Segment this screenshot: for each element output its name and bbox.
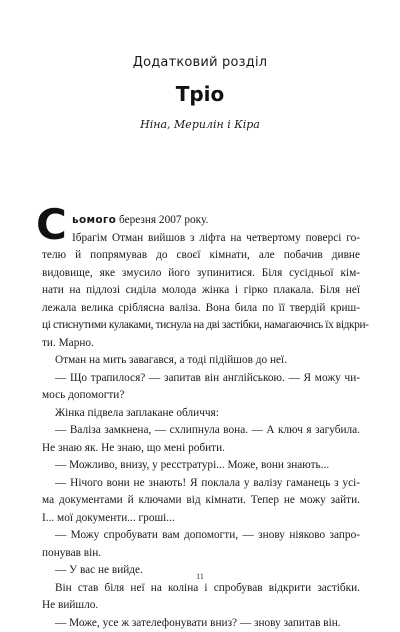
- chapter-subtitle: Ніна, Мерилін і Кіра: [0, 118, 400, 131]
- text-line: — Можу спробувати вам допомогти, — знову ніяково запро-: [42, 527, 360, 545]
- text-line: [42, 212, 360, 230]
- page-number: 11: [0, 572, 400, 581]
- text-line: ти. Марно.: [42, 335, 360, 353]
- lead-word: ьомого: [72, 214, 116, 226]
- text-line: — У вас не вийде.: [42, 562, 360, 580]
- text-line: лежала велика сріблясна валіза. Вона била по її твердій криш-: [42, 300, 360, 318]
- text-line: Ібрагім Отман вийшов з ліфта на четвертому поверсі го-: [42, 230, 360, 248]
- text-line: Отман на мить завагався, а тоді підійшов до неї.: [42, 352, 360, 370]
- section-label: Додатковий розділ: [0, 55, 400, 70]
- text-line: ма документами й ключами від кімнати. Тепер не можу зайти.: [42, 492, 360, 510]
- text-line: видовище, яке змусило його зупинитися. Біля сусідньої кім-: [42, 265, 360, 283]
- text-line: І... мої документи... гроші...: [42, 510, 360, 528]
- text-line: понував він.: [42, 545, 360, 563]
- text-line: — Можливо, внизу, у ресстратурі... Може, вони знають...: [42, 457, 360, 475]
- text-line-content: березня 2007 року.: [116, 214, 208, 226]
- text-line: — Валіза замкнена, — схлипнула вона. — А ключ я загубила.: [42, 422, 360, 440]
- text-line: Він став біля неї на коліна і спробував відкрити застібки.: [42, 580, 360, 598]
- text-line: — Може, усе ж зателефонувати вниз? — знову запитав він.: [42, 615, 360, 632]
- chapter-title: Тріо: [0, 82, 400, 106]
- text-line: Жінка підвела заплакане обличчя:: [42, 405, 360, 423]
- text-line: нати на підлозі сиділа молода жінка і гірко плакала. Біля неї: [42, 282, 360, 300]
- drop-cap: С: [36, 208, 66, 242]
- body-text: [42, 212, 360, 632]
- text-line: ці стиснутими кулаками, тиснула на дві застібки, намагаючись їх відкри-: [42, 317, 360, 335]
- text-line: — Що трапилося? — запитав він англійською. — Я можу чи-: [42, 370, 360, 388]
- text-line: телю й попрямував до своєї кімнати, але побачив дивне: [42, 247, 360, 265]
- text-line: — Нічого вони не знають! Я поклала у валізу гаманець з усі-: [42, 475, 360, 493]
- text-line: Не вийшло.: [42, 597, 360, 615]
- text-line: мось допомогти?: [42, 387, 360, 405]
- text-line: Не знаю як. Не знаю, що мені робити.: [42, 440, 360, 458]
